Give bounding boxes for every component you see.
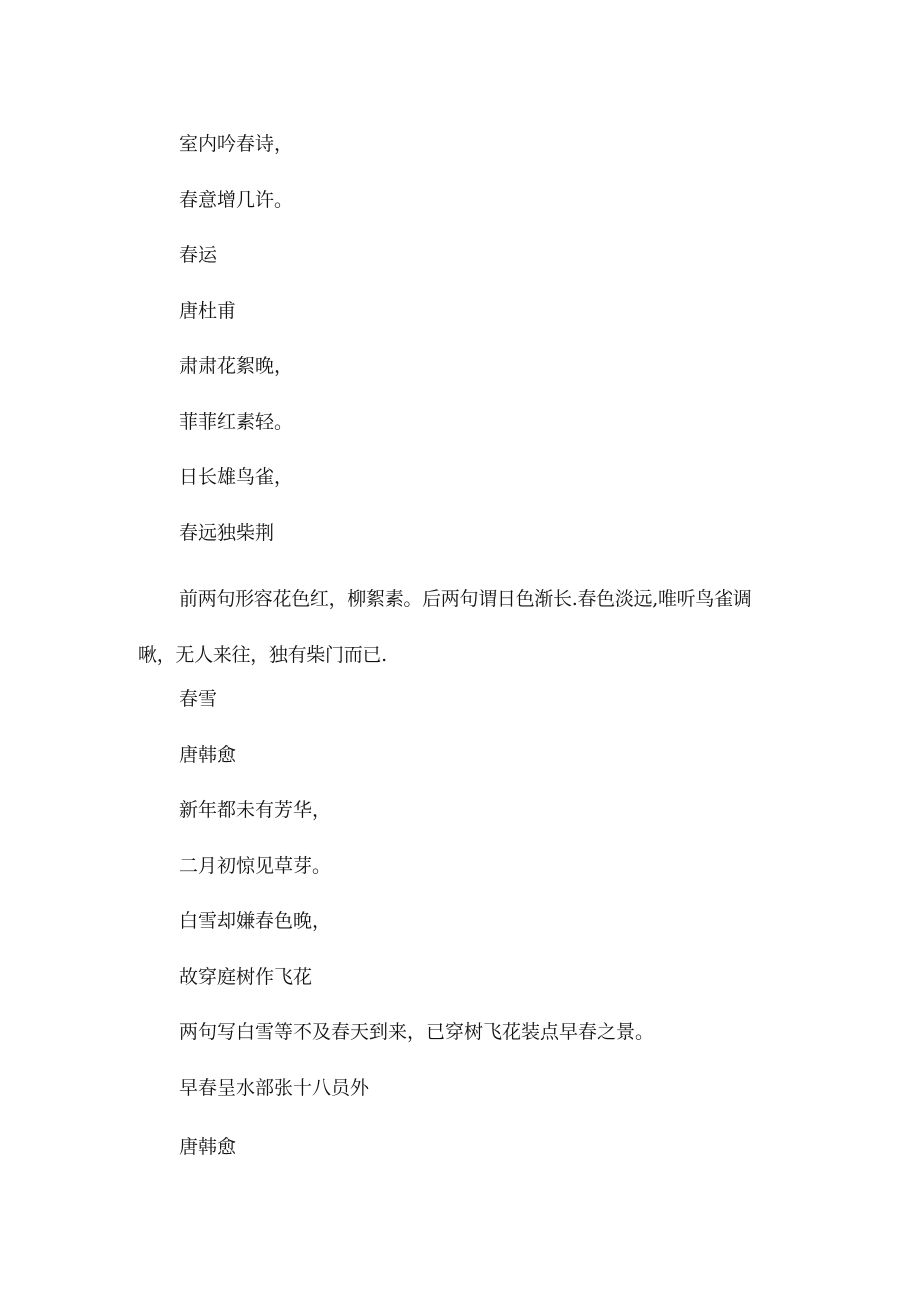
poem-line: 春远独柴荆 <box>179 521 275 544</box>
poem-title: 早春呈水部张十八员外 <box>179 1076 370 1099</box>
poem-line: 室内吟春诗， <box>179 133 294 155</box>
commentary-paragraph: 前两句形容花色红，柳絮素。后两句谓日色渐长.春色淡远,唯听鸟雀调啾，无人来往，独有柴门而已. <box>138 588 752 666</box>
poem-author: 唐杜甫 <box>179 299 237 322</box>
poem-author: 唐韩愈 <box>179 1136 237 1158</box>
poem-title: 春运 <box>179 244 218 266</box>
poem-line: 故穿庭树作飞花 <box>179 965 313 988</box>
poem-line: 白雪却嫌春色晚， <box>179 910 332 932</box>
poem-line: 二月初惊见草芽。 <box>179 854 332 877</box>
poem-line: 日长雄鸟雀， <box>179 466 294 488</box>
poem-line: 肃肃花絮晚， <box>179 355 294 377</box>
poem-line: 菲菲红素轻。 <box>179 410 294 433</box>
commentary-line: 两句写白雪等不及春天到来，已穿树飞花装点早春之景。 <box>179 1021 655 1043</box>
poem-author: 唐韩愈 <box>179 743 237 766</box>
poem-title: 春雪 <box>179 688 218 710</box>
poem-line: 新年都未有芳华， <box>179 799 332 821</box>
document-body <box>138 128 768 1187</box>
poem-line: 春意增几许。 <box>179 188 294 211</box>
